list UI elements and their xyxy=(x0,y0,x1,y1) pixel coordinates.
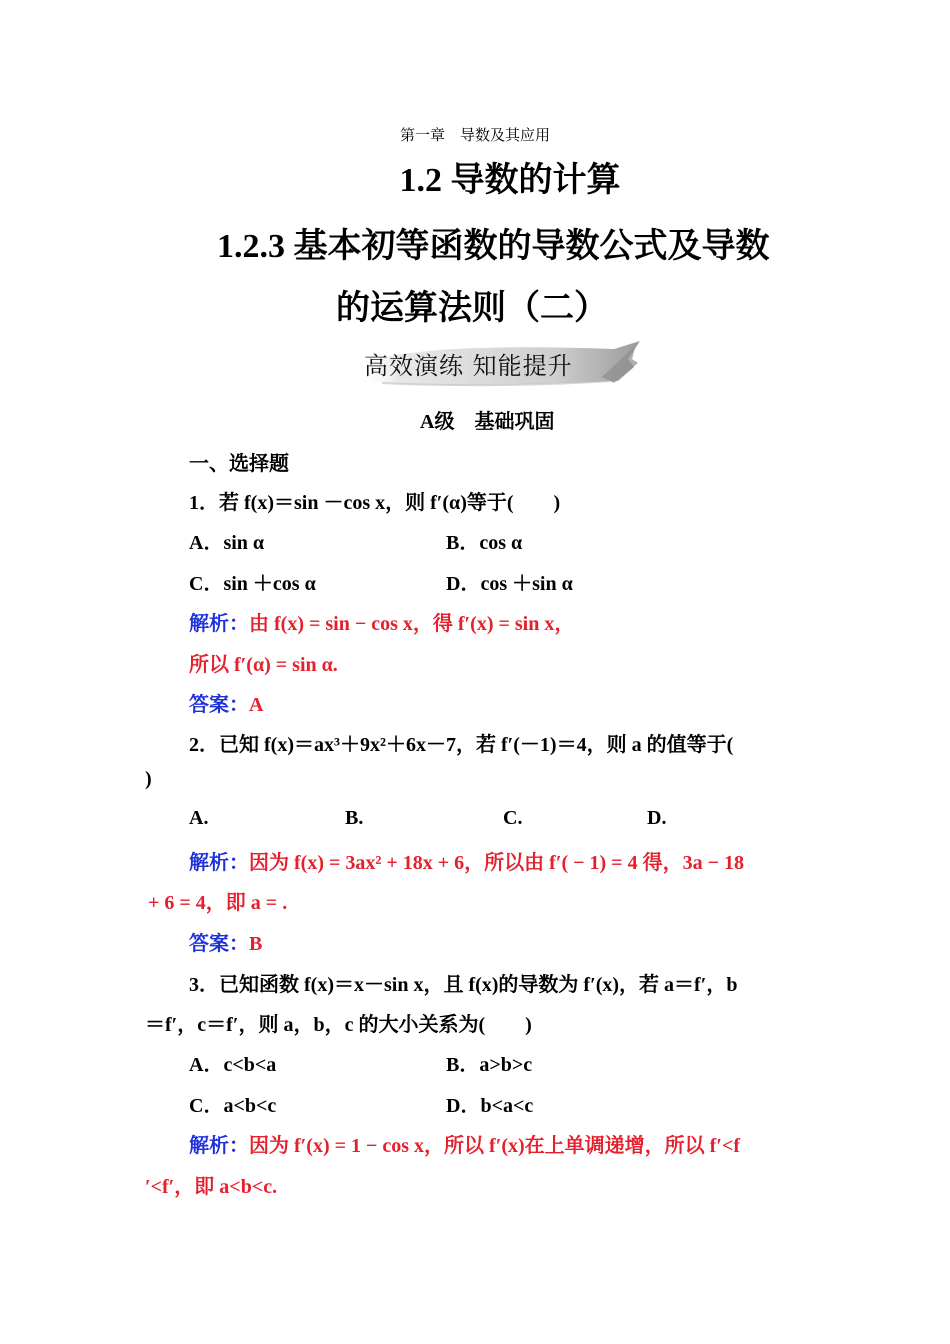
level-heading: A级 基础巩固 xyxy=(420,411,555,433)
section-title: 1.2 导数的计算 xyxy=(399,162,621,199)
q1-option-b: B．cos α xyxy=(446,532,523,554)
q1-answer xyxy=(189,688,263,717)
q1-option-c: C．sin ＋cos α xyxy=(189,573,316,595)
q2-analysis-line1: 因为 f(x) = 3ax² + 18x + 6，所以由 f′( − 1) = 4 得，3a − 18 xyxy=(249,852,744,874)
chapter-header: 第一章 导数及其应用 xyxy=(399,128,550,144)
q2-answer-value: B xyxy=(249,933,263,955)
banner-label: 高效演练 知能提升 xyxy=(364,352,573,380)
q3-stem-line2: ＝f′，c＝f′，则 a，b，c 的大小关系为( ) xyxy=(145,1014,532,1036)
q3-option-a: A．c<b<a xyxy=(189,1054,277,1076)
q2-option-b: B. xyxy=(345,807,364,829)
section-heading: 一、选择题 xyxy=(189,453,289,475)
q3-option-d: D．b<a<c xyxy=(446,1095,534,1117)
q1-option-a: A．sin α xyxy=(189,532,265,554)
q1-answer-value: A xyxy=(249,694,264,716)
q2-answer xyxy=(189,927,262,956)
q3-analysis-line1: 因为 f′(x) = 1 − cos x，所以 f′(x)在上单调递增，所以 f′<f xyxy=(249,1135,741,1157)
q2-stem-line2: ) xyxy=(145,768,152,790)
q2-option-d: D. xyxy=(647,807,667,829)
subsection-title-line2: 的运算法则（二） xyxy=(336,290,608,327)
analysis-label: 解析： xyxy=(189,1135,249,1157)
q1-analysis xyxy=(189,607,574,636)
q2-analysis-line2: + 6 = 4，即 a = . xyxy=(148,892,288,914)
q1-stem: 1．若 f(x)＝sin －cos x，则 f′(α)等于( ) xyxy=(189,492,561,514)
q1-analysis-line1: 由 f(x) = sin − cos x，得 f′(x) = sin x， xyxy=(249,613,575,635)
q3-analysis-line2: ′<f′，即 a<b<c. xyxy=(145,1176,278,1198)
q2-option-a: A. xyxy=(189,807,209,829)
q3-analysis xyxy=(189,1129,740,1158)
q3-stem-line1: 3．已知函数 f(x)＝x－sin x，且 f(x)的导数为 f′(x)，若 a＝f′，b xyxy=(189,974,738,996)
q2-stem-line1: 2．已知 f(x)＝ax³＋9x²＋6x－7，若 f′(－1)＝4，则 a 的值等于( xyxy=(189,734,734,756)
subsection-title-line1: 1.2.3 基本初等函数的导数公式及导数 xyxy=(217,228,770,265)
q3-option-c: C．a<b<c xyxy=(189,1095,277,1117)
analysis-label: 解析： xyxy=(189,613,249,635)
answer-label: 答案： xyxy=(189,933,249,955)
answer-label: 答案： xyxy=(189,694,249,716)
q1-analysis-line2: 所以 f′(α) = sin α. xyxy=(189,654,338,676)
q3-option-b: B．a>b>c xyxy=(446,1054,533,1076)
q2-analysis xyxy=(189,846,744,875)
q1-option-d: D．cos ＋sin α xyxy=(446,573,573,595)
analysis-label: 解析： xyxy=(189,852,249,874)
q2-option-c: C. xyxy=(503,807,523,829)
